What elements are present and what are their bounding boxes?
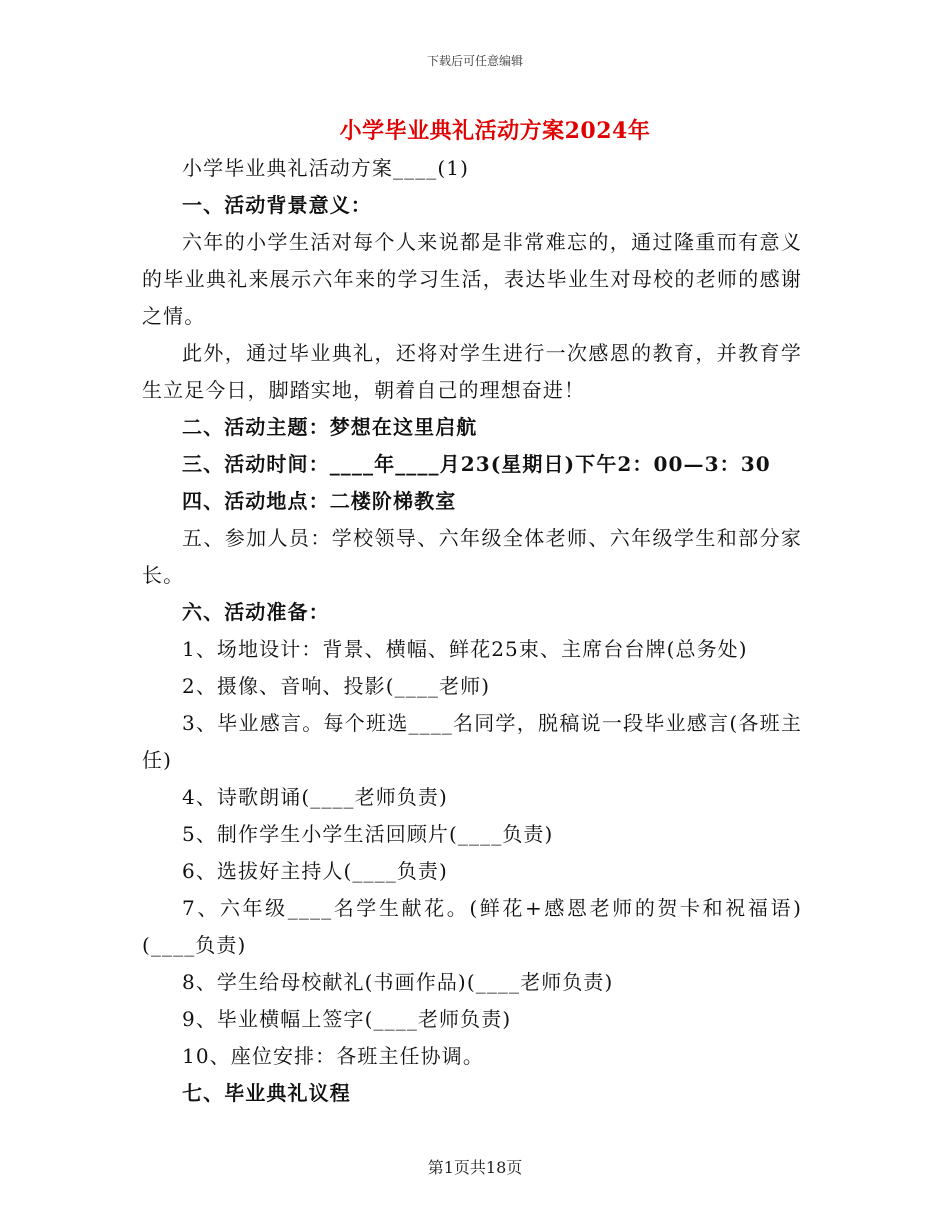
section-heading: 四、活动地点：二楼阶梯教室	[182, 489, 457, 513]
paragraph: 10、座位安排：各班主任协调。	[182, 1044, 484, 1068]
paragraph: 9、毕业横幅上签字(____老师负责)	[182, 1007, 512, 1031]
page-footer: 第1页共18页	[427, 1158, 523, 1177]
paragraph: 7、六年级____名学生献花。(鲜花+感恩老师的贺卡和祝福语)(____负责)	[142, 896, 802, 957]
header-note: 下载后可任意编辑	[426, 54, 523, 68]
paragraph: 8、学生给母校献礼(书画作品)(____老师负责)	[182, 970, 614, 994]
paragraph: 6、选拔好主持人(____负责)	[182, 859, 448, 883]
section-heading: 一、活动背景意义：	[182, 193, 372, 217]
paragraph: 4、诗歌朗诵(____老师负责)	[182, 785, 448, 809]
paragraph: 小学毕业典礼活动方案____(1)	[182, 156, 470, 180]
paragraph: 1、场地设计：背景、横幅、鲜花25束、主席台台牌(总务处)	[182, 637, 748, 661]
section-heading: 六、活动准备：	[182, 600, 330, 624]
document-title: 小学毕业典礼活动方案2024年	[339, 118, 651, 144]
section-heading: 三、活动时间：____年____月23(星期日)下午2：00—3：30	[182, 452, 771, 476]
paragraph: 3、毕业感言。每个班选____名同学，脱稿说一段毕业感言(各班主任)	[142, 711, 802, 772]
section-heading: 二、活动主题：梦想在这里启航	[182, 415, 478, 439]
paragraph: 六年的小学生活对每个人来说都是非常难忘的，通过隆重而有意义的毕业典礼来展示六年来的学习生活，表达毕业生对母校的老师的感谢之情。	[142, 230, 802, 328]
section-heading: 七、毕业典礼议程	[182, 1081, 351, 1105]
paragraph: 五、参加人员：学校领导、六年级全体老师、六年级学生和部分家长。	[142, 526, 802, 587]
paragraph: 2、摄像、音响、投影(____老师)	[182, 674, 491, 698]
paragraph: 此外，通过毕业典礼，还将对学生进行一次感恩的教育，并教育学生立足今日，脚踏实地，朝着自己的理想奋进！	[142, 341, 802, 402]
document-body	[142, 150, 802, 1112]
paragraph: 5、制作学生小学生活回顾片(____负责)	[182, 822, 554, 846]
